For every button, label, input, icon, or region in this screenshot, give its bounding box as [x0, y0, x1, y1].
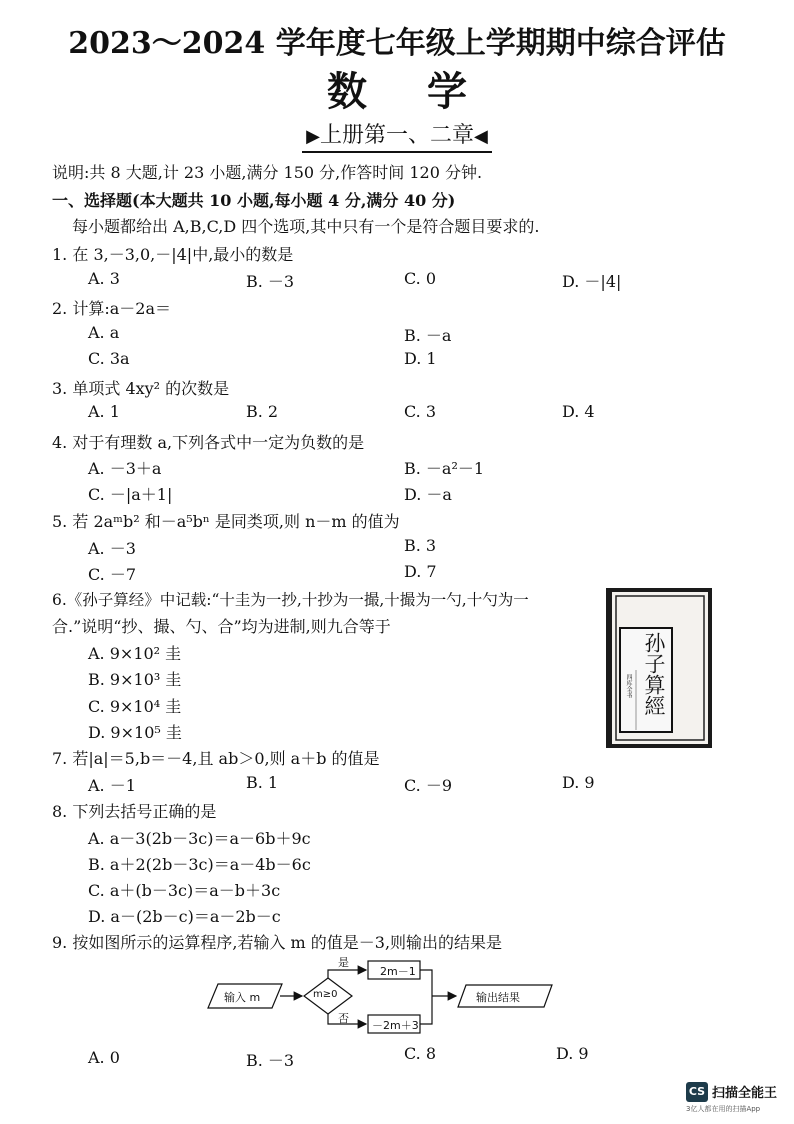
- q3-option-b: B. 2: [246, 402, 279, 421]
- operation-flowchart: [200, 952, 560, 1042]
- question-1-stem: 1. 在 3,－3,0,－|4|中,最小的数是: [52, 245, 294, 264]
- question-9-stem: 9. 按如图所示的运算程序,若输入 m 的值是－3,则输出的结果是: [52, 933, 503, 952]
- q5-option-a: A. －3: [88, 539, 136, 558]
- chapter-label: 上册第一、二章: [319, 123, 474, 148]
- q7-option-a: A. －1: [88, 776, 136, 795]
- q8-option-a: A. a－3(2b－3c)＝a－6b＋9c: [88, 829, 311, 848]
- q9-option-c: C. 8: [404, 1044, 437, 1063]
- question-6-stem-cont: 合.”说明“抄、撮、勺、合”均为进制,则九合等于: [52, 617, 391, 636]
- q8-option-b: B. a＋2(2b－3c)＝a－4b－6c: [88, 855, 311, 874]
- q1-option-b: B. －3: [246, 272, 295, 291]
- q4-option-d: D. －a: [404, 485, 452, 504]
- flow-input-label: 输入 m: [224, 991, 261, 1004]
- question-4-stem: 4. 对于有理数 a,下列各式中一定为负数的是: [52, 433, 365, 452]
- sunzi-suanjing-book-image: [606, 588, 712, 748]
- q9-option-b: B. －3: [246, 1051, 295, 1070]
- flow-condition-label: m≥0: [313, 989, 338, 1000]
- book-small-label: 四库全书: [625, 674, 632, 698]
- question-2-stem: 2. 计算:a－2a＝: [52, 299, 172, 318]
- q9-option-a: A. 0: [88, 1048, 120, 1067]
- q1-option-c: C. 0: [404, 269, 437, 288]
- section-note: 每小题都给出 A,B,C,D 四个选项,其中只有一个是符合题目要求的.: [72, 217, 540, 236]
- section-title: 一、选择题(本大题共 10 小题,每小题 4 分,满分 40 分): [52, 191, 456, 210]
- question-7-stem: 7. 若|a|＝5,b＝－4,且 ab＞0,则 a＋b 的值是: [52, 749, 380, 768]
- book-title: 孙子算經: [642, 632, 666, 716]
- q2-option-b: B. －a: [404, 326, 452, 345]
- q3-option-a: A. 1: [88, 402, 120, 421]
- q3-option-d: D. 4: [562, 402, 595, 421]
- q2-option-c: C. 3a: [88, 349, 130, 368]
- q6-option-c: C. 9×10⁴ 圭: [88, 697, 182, 716]
- q4-option-b: B. －a²－1: [404, 459, 485, 478]
- q5-option-b: B. 3: [404, 536, 437, 555]
- q4-option-a: A. －3＋a: [88, 459, 162, 478]
- subject-title: 数学: [327, 68, 527, 115]
- question-8-stem: 8. 下列去括号正确的是: [52, 802, 217, 821]
- question-3-stem: 3. 单项式 4xy² 的次数是: [52, 379, 230, 398]
- q6-option-a: A. 9×10² 圭: [88, 644, 182, 663]
- q2-option-a: A. a: [88, 323, 120, 342]
- flow-no-label: 否: [338, 1012, 349, 1025]
- q1-option-d: D. －|4|: [562, 272, 622, 291]
- q8-option-c: C. a＋(b－3c)＝a－b＋3c: [88, 881, 281, 900]
- triangle-left-icon: ◀: [474, 126, 488, 147]
- question-5-stem: 5. 若 2aᵐb² 和－a⁵bⁿ 是同类项,则 n－m 的值为: [52, 512, 400, 531]
- camscanner-tagline: 3亿人都在用的扫描App: [686, 1105, 761, 1113]
- q5-option-d: D. 7: [404, 562, 437, 581]
- q5-option-c: C. －7: [88, 565, 137, 584]
- camscanner-logo-icon: CS: [686, 1082, 708, 1102]
- flow-yes-label: 是: [338, 956, 349, 969]
- q4-option-c: C. －|a＋1|: [88, 485, 173, 504]
- q7-option-b: B. 1: [246, 773, 279, 792]
- q1-option-a: A. 3: [88, 269, 120, 288]
- q6-option-d: D. 9×10⁵ 圭: [88, 723, 182, 742]
- flow-output-label: 输出结果: [476, 991, 520, 1004]
- flow-top-expression: 2m－1: [380, 965, 416, 978]
- q3-option-c: C. 3: [404, 402, 437, 421]
- paper-title: 2023～2024 学年度七年级上学期期中综合评估: [68, 26, 726, 61]
- flow-bottom-expression: －2m＋3: [372, 1019, 419, 1032]
- q8-option-d: D. a－(2b－c)＝a－2b－c: [88, 907, 281, 926]
- q7-option-c: C. －9: [404, 776, 453, 795]
- camscanner-name: 扫描全能王: [712, 1086, 778, 1101]
- triangle-right-icon: ▶: [306, 126, 320, 147]
- question-6-stem: 6.《孙子算经》中记载:“十圭为一抄,十抄为一撮,十撮为一勺,十勺为一: [52, 591, 529, 609]
- q6-option-b: B. 9×10³ 圭: [88, 670, 182, 689]
- chapter-banner: [0, 118, 794, 153]
- q2-option-d: D. 1: [404, 349, 437, 368]
- exam-note: 说明:共 8 大题,计 23 小题,满分 150 分,作答时间 120 分钟.: [52, 163, 483, 182]
- q9-option-d: D. 9: [556, 1044, 589, 1063]
- q7-option-d: D. 9: [562, 773, 595, 792]
